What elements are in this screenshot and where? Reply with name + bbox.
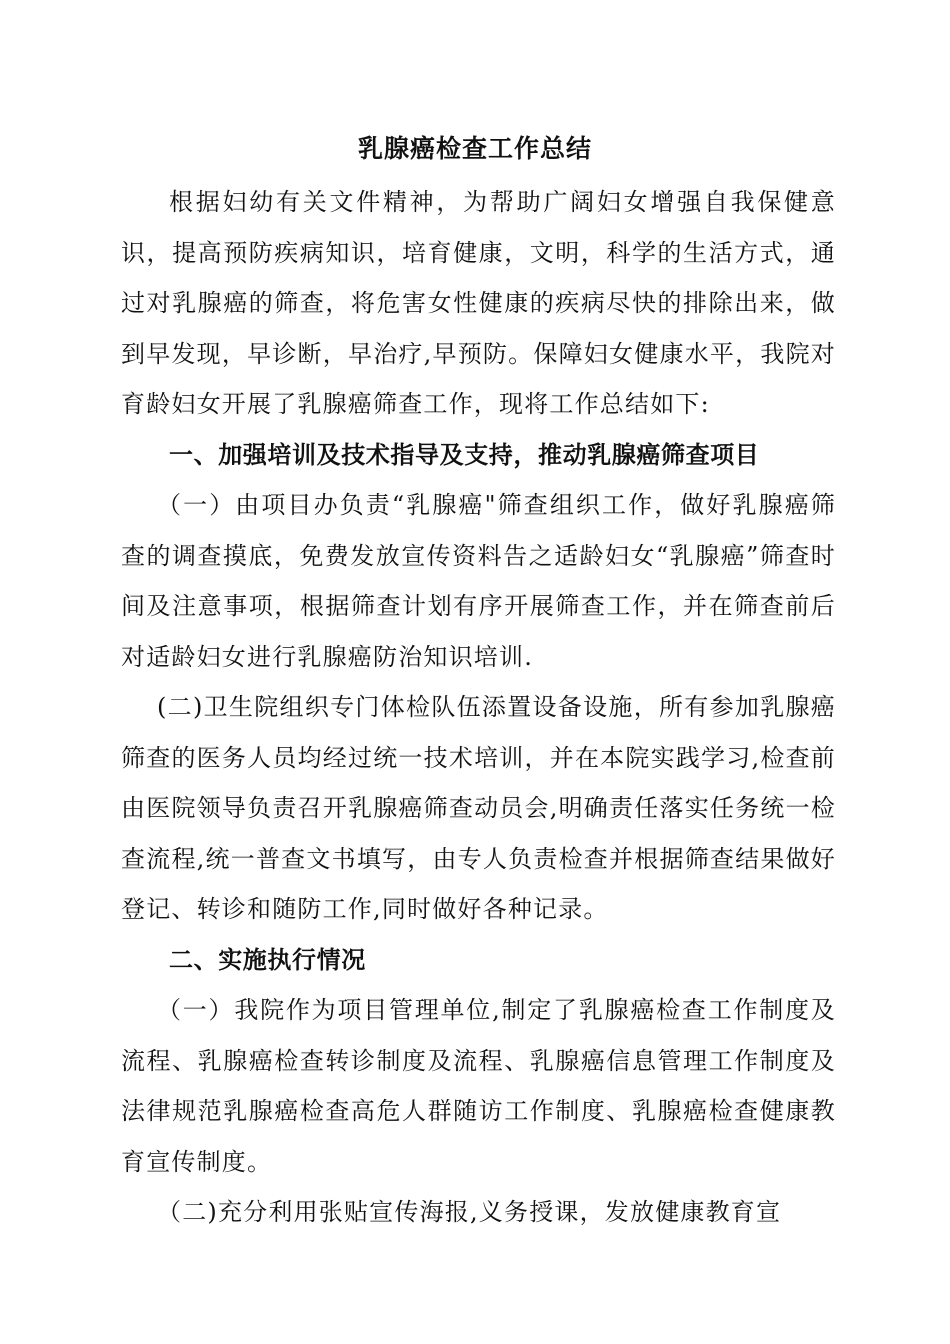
section-heading-1: 一、加强培训及技术指导及支持，推动乳腺癌筛查项目 [169,440,760,469]
subsection-paragraph-2-2: （二)充分利用张贴宣传海报,义务授课，发放健康教育宣 [157,1198,782,1226]
intro-paragraph: 根据妇幼有关文件精神，为帮助广阔妇女增强自我保健意识，提高预防疾病知识，培育健康，文明，科学的生活方式，通过对乳腺癌的筛查，将危害女性健康的疾病尽快的排除出来，做到早发现，早诊断，早治疗,早预防。保障妇女健康水平，我院对育龄妇女开展了乳腺癌筛查工作，现将工作总结如下: [121,188,836,418]
subsection-paragraph-2-1: （一）我院作为项目管理单位,制定了乳腺癌检查工作制度及流程、乳腺癌检查转诊制度及流程、乳腺癌信息管理工作制度及法律规范乳腺癌检查高危人群随访工作制度、乳腺癌检查健康教育宣传制度。 [121,996,836,1176]
subsection-paragraph-1-1: （一）由项目办负责“乳腺癌"筛查组织工作，做好乳腺癌筛查的调查摸底，免费发放宣传资料告之适龄妇女“乳腺癌”筛查时间及注意事项，根据筛查计划有序开展筛查工作，并在筛查前后对适龄妇女进行乳腺癌防治知识培训. [121,491,836,671]
subsection-paragraph-1-2: (二)卫生院组织专门体检队伍添置设备设施，所有参加乳腺癌筛查的医务人员均经过统一技术培训，并在本院实践学习,检查前由医院领导负责召开乳腺癌筛查动员会,明确责任落实任务统一检查流程,统一普查文书填写，由专人负责检查并根据筛查结果做好登记、转诊和随防工作,同时做好各种记录。 [121,693,836,923]
document-body [121,177,836,1238]
document-title: 乳腺癌检查工作总结 [357,134,592,163]
section-heading-2: 二、实施执行情况 [169,945,366,974]
